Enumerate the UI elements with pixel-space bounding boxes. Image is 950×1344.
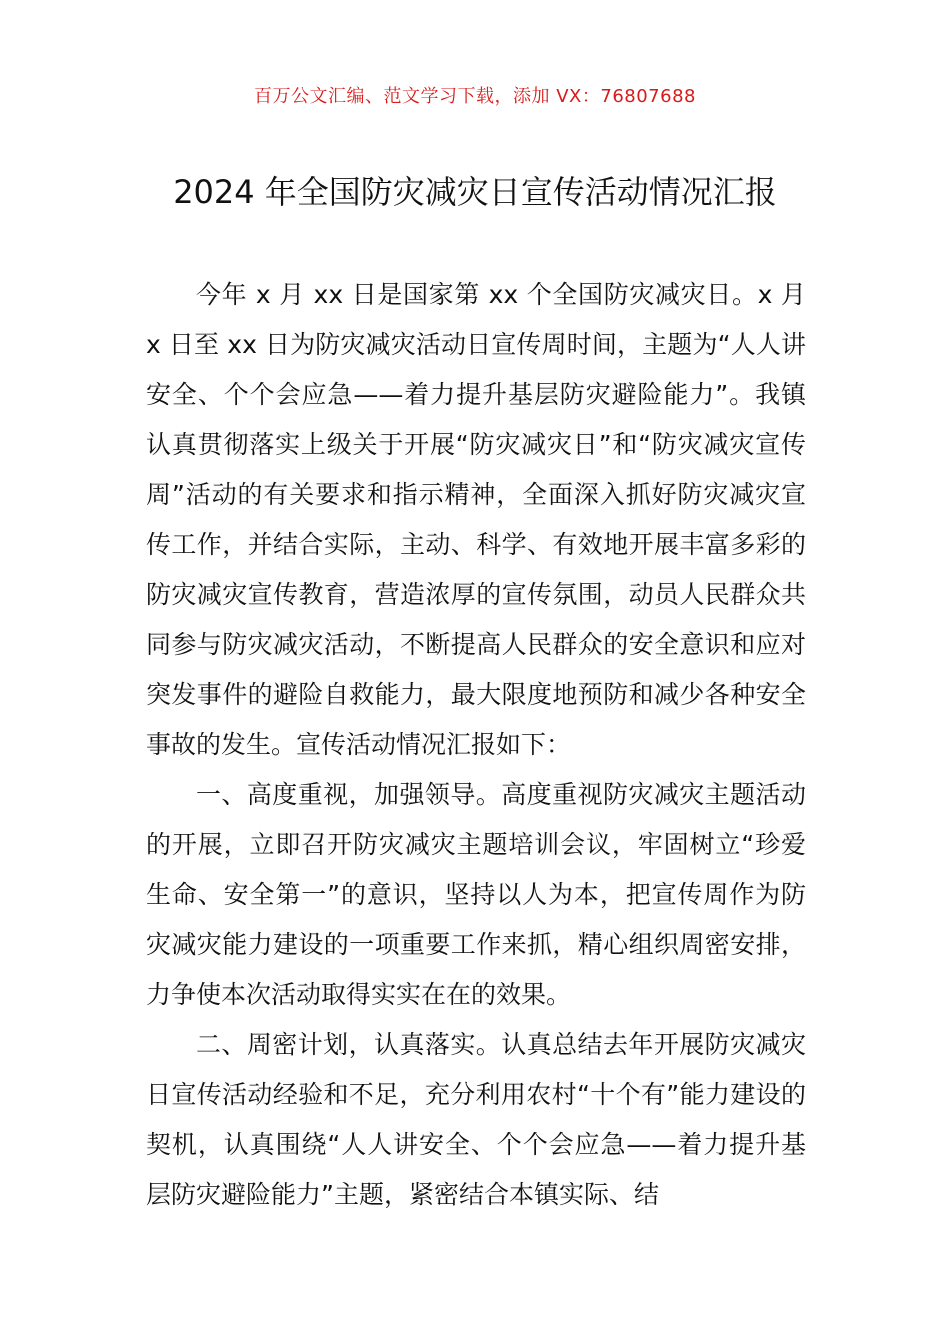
document-body	[146, 270, 806, 1220]
header-note: 百万公文汇编、范文学习下载，添加 VX：76807688	[254, 86, 696, 107]
document-title: 2024 年全国防灾减灾日宣传活动情况汇报	[173, 173, 777, 211]
paragraph-intro: 今年 x 月 xx 日是国家第 xx 个全国防灾减灾日。x 月 x 日至 xx 日为防灾减灾活动日宣传周时间，主题为“人人讲安全、个个会应急——着力提升基层防灾避险能力”。我镇认真贯彻落实上级关于开展“防灾减灾日”和“防灾减灾宣传周”活动的有关要求和指示精神，全面深入抓好防灾减灾宣传工作，并结合实际，主动、科学、有效地开展丰富多彩的防灾减灾宣传教育，营造浓厚的宣传氛围，动员人民群众共同参与防灾减灾活动，不断提高人民群众的安全意识和应对突发事件的避险自救能力，最大限度地预防和减少各种安全事故的发生。宣传活动情况汇报如下：	[146, 280, 806, 759]
paragraph-section-one: 一、高度重视，加强领导。高度重视防灾减灾主题活动的开展，立即召开防灾减灾主题培训会议，牢固树立“珍爱生命、安全第一”的意识，坚持以人为本，把宣传周作为防灾减灾能力建设的一项重要工作来抓，精心组织周密安排，力争使本次活动取得实实在在的效果。	[146, 780, 806, 1009]
paragraph-section-two: 二、周密计划，认真落实。认真总结去年开展防灾减灾日宣传活动经验和不足，充分利用农村“十个有”能力建设的契机，认真围绕“人人讲安全、个个会应急——着力提升基层防灾避险能力”主题，紧密结合本镇实际、结	[146, 1030, 806, 1209]
